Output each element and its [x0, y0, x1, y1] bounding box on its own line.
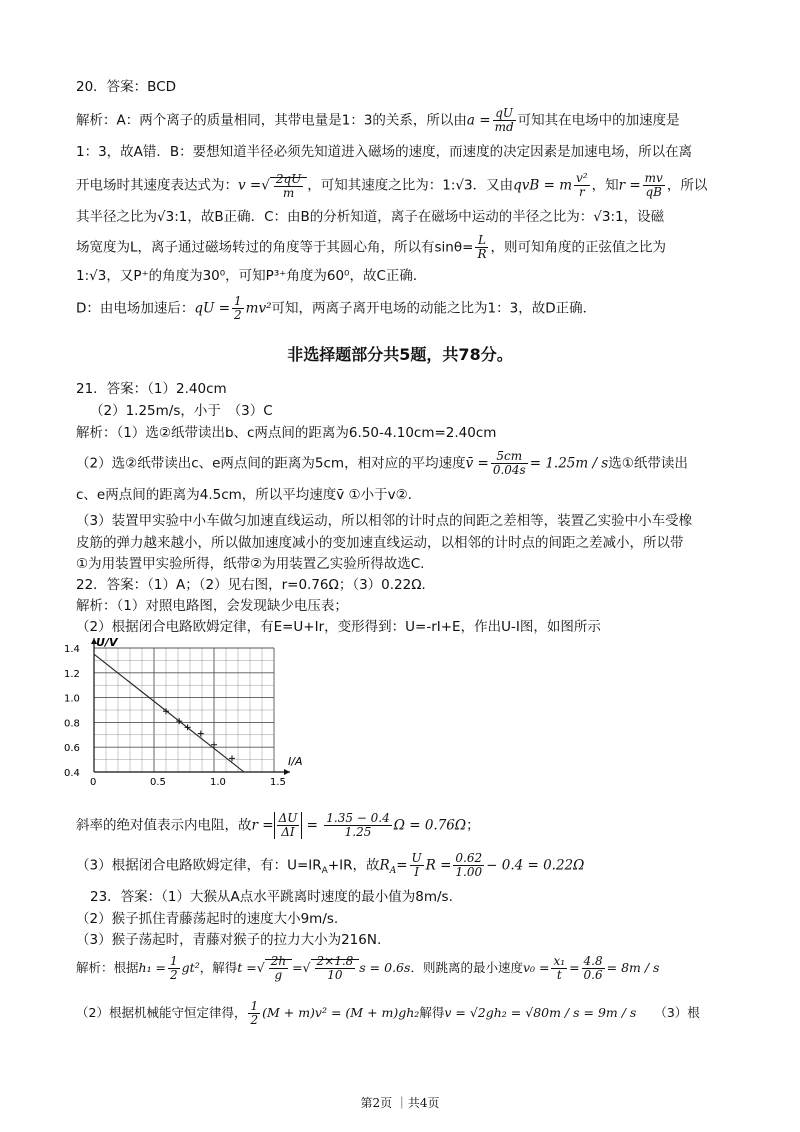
fit-line	[94, 654, 244, 772]
q20-line1: 解析：A：两个离子的质量相同，其带电量是1：3的关系，所以由a = $\frac{qU}{md}$ 可知其在电场中的加速度是	[76, 106, 680, 134]
q20-answer: 20．答案：BCD	[76, 79, 177, 95]
q20-line7: D：由电场加速后：qU = $\frac{1}{2}$ mv²可知，两离子离开电场的动能之比为1：3，故D正确．	[76, 294, 597, 322]
q21-answer: 21．答案：（1）2.40cm	[76, 381, 227, 397]
x-tick-label: 0	[90, 777, 97, 788]
q20-line3: 开电场时其速度表达式为：v =√ $\frac{2qU}{m}$ ，可知其速度之比为：1:√3．又由qvB = m $\frac{\text{v²}}{r}$ ，知r = $\frac{mv}{qB}$ ，所以	[76, 171, 708, 200]
data-point	[198, 731, 204, 737]
q21-line3: 解析：（1）选②纸带读出b、c两点间的距离为6.50-4.10cm=2.40cm	[76, 425, 497, 441]
q22-line2: 解析：（1）对照电路图，会发现缺少电压表；	[76, 598, 348, 614]
q22-line3: （2）根据闭合电路欧姆定律，有E=U+Ir，变形得到：U=-rI+E，作出U-I图，如图所示	[76, 619, 601, 635]
q21-line5: c、e两点间的距离为4.5cm，所以平均速度v̄ ①小于v②．	[76, 487, 422, 503]
y-axis-label: U/V	[96, 636, 118, 649]
q21-line6: （3）装置甲实验中小车做匀加速直线运动，所以相邻的计时点的间距之差相等，装置乙实验中小车受橡	[76, 513, 693, 529]
q23-line4: 解析：根据h₁ = $\frac{1}{2}$ gt²，解得t =√ $\frac{2h}{g}$ =√ $\frac{2\times 1.8}{10}$ s = 0.6s．则跳离的最小速度v₀ = $\frac{\text{x₁}}{t}$ = $\frac{4.8}{0.6}$ = 8m / s	[76, 954, 660, 982]
q20-line4: 其半径之比为√3:1，故B正确．C：由B的分析知道，离子在磁场中运动的半径之比为：√3:1，设磁	[76, 209, 665, 225]
chart-axes	[91, 638, 290, 775]
y-tick-label: 0.4	[64, 768, 80, 779]
q22-line4: 斜率的绝对值表示内电阻，故r = $\frac{\Delta U}{\Delta I}$ = $\frac{1.35 - 0.4}{1.25}$ Ω = 0.76Ω；	[76, 811, 480, 839]
q23-answer-3: （3）猴子荡起时，青藤对猴子的拉力大小为216N.	[76, 932, 382, 948]
q21-line8: ①为用装置甲实验所得，纸带②为用装置乙实验所得故选C.	[76, 556, 425, 572]
q21-line4: （2）选②纸带读出c、e两点间的距离为5cm，相对应的平均速度v̄ = $\frac{5cm}{0.04s}$ = 1.25m / s选①纸带读出	[76, 449, 688, 477]
q21-line7: 皮筋的弹力越来越小，所以做加速度减小的变加速直线运动，以相邻的计时点的间距之差减小，所以带	[76, 535, 684, 551]
q23-answer-2: （2）猴子抓住青藤荡起时的速度大小9m/s.	[76, 911, 339, 927]
q20-line5: 场宽度为L，离子通过磁场转过的角度等于其圆心角，所以有sinθ= $\frac{L}{R}$ ，则可知角度的正弦值之比为	[76, 233, 666, 261]
u-i-chart	[60, 634, 303, 792]
chart-ticks	[64, 644, 286, 788]
q20-line2: 1：3，故A错．B：要想知道半径必须先知道进入磁场的速度，而速度的决定因素是加速电场，所以在离	[76, 144, 693, 160]
q22-line5: （3）根据闭合电路欧姆定律，有：$U=IR_A+IR$，故$R_A=$ $\frac{U}{I}$ R = $\frac{0.62}{1.00}$ − 0.4 = 0.22Ω	[76, 851, 585, 879]
section-title: 非选择题部分共5题，共78分。	[287, 345, 513, 364]
x-axis-label: I/A	[288, 755, 303, 768]
x-axis-arrow	[284, 769, 290, 775]
q23-line5: （2）根据机械能守恒定律得， $\frac{1}{2}$ (M + m)v² = (M + m)gh₂解得v = √2gh₂ = √80m / s = 9m / s （3）根	[76, 999, 700, 1027]
y-tick-label: 1.2	[64, 668, 80, 680]
x-tick-label: 0.5	[150, 777, 166, 788]
y-tick-label: 1.4	[64, 644, 80, 655]
q20-line6: 1:√3，又P⁺的角度为30⁰，可知P³⁺角度为60⁰，故C正确．	[76, 268, 427, 284]
q23-answer-1: 23．答案：（1）大猴从A点水平跳离时速度的最小值为8m/s.	[90, 889, 453, 905]
y-tick-label: 0.6	[64, 743, 80, 755]
page-footer: 第2页 ｜共4页	[360, 1096, 440, 1110]
y-tick-label: 1.0	[64, 693, 80, 705]
y-tick-label: 0.8	[64, 718, 80, 730]
x-tick-label: 1.5	[270, 777, 286, 788]
q22-answer: 22．答案：（1）A；（2）见右图，r=0.76Ω；（3）0.22Ω．	[76, 577, 436, 593]
x-tick-label: 1.0	[210, 777, 226, 788]
chart-fit-line	[94, 654, 244, 772]
chart-grid	[94, 648, 274, 772]
q21-answer-2: （2）1.25m/s，小于 （3）C	[90, 403, 273, 419]
